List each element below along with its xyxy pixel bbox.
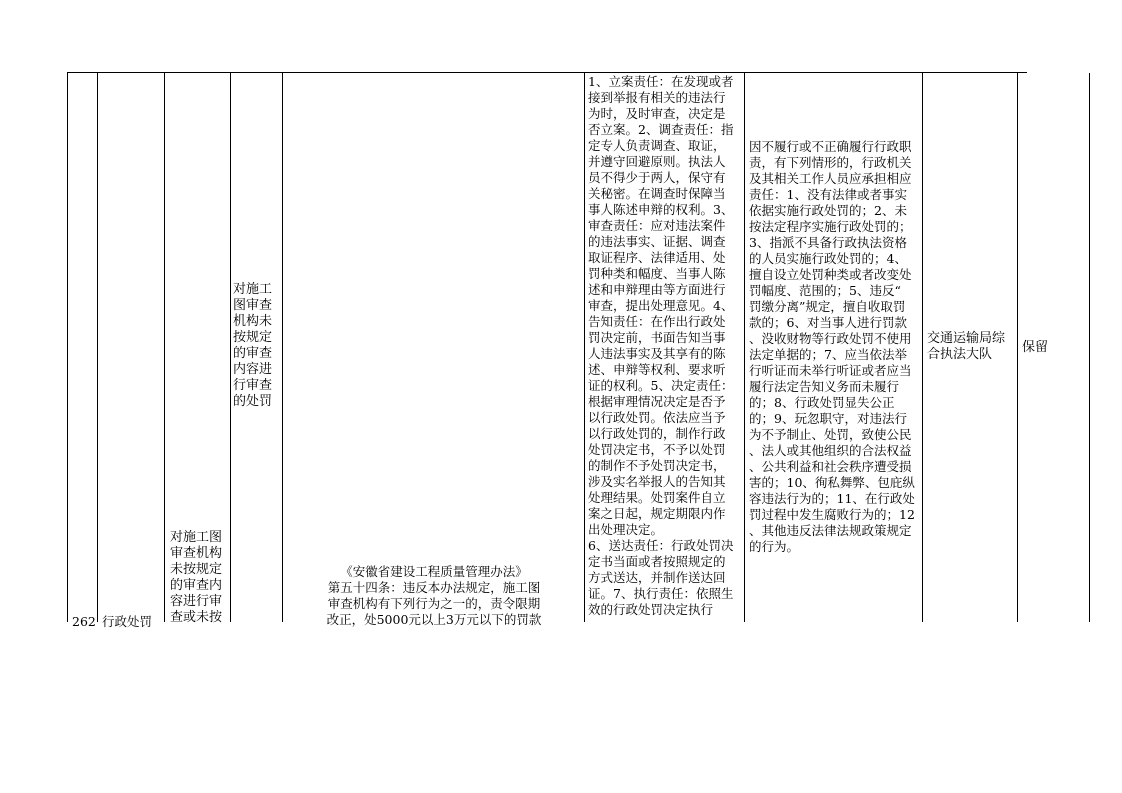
- legal-basis: 《安徽省建设工程质量管理办法》 第五十四条：违反本办法规定，施工图 审查机构有下列行为之一的，责令限期 改正，处5000元以上3万元以下的罚款: [326, 564, 542, 627]
- cell-item-name: [165, 73, 231, 625]
- power-category: 行政处罚: [102, 614, 153, 629]
- power-list-table: [67, 72, 1049, 629]
- cell-sub-item: [231, 73, 283, 622]
- cell-legal-basis: [283, 73, 585, 627]
- row-number: 262: [72, 614, 96, 629]
- item-name: 对施工图 审查机构 未按规定 的审查内 容进行审 查或未按: [170, 530, 223, 625]
- sub-item-name: 对施工 图审查 机构未 按规定 的审查 内容进 行审查 的处罚: [233, 282, 273, 409]
- accountability-text: 因不履行或不正确履行行政职 责，有下列情形的，行政机关 及其相关工作人员应承担相应 责任：1、没有法律或者事实 依据实施行政处罚的；2、未 按法定程序实施行政处罚的； 3、指派不具备行政执法资格 的人员实施行政处罚的；4、 擅自设立处罚种类或者改变处 罚幅度、范围的；5、违反“ 罚缴分离”规定，擅自收取罚 款的；6、对当事人进行罚款 、没收财物等行政处罚不使用 法定单据的；7、应当依法举 行听证而未举行听证或者应当 履行法定告知义务而未履行 的；8、行政处罚显失公正 的；9、玩忽职守，对违法行 为不予制止、处罚，致使公民 、法人或其他组织的合法权益 、公共利益和社会秩序遭受损 害的；10、徇私舞弊、包庇纵 容违法行为的；11、在行政处 罚过程中发生腐败行为的；12 、其他违反法律法规政策规定 的行为。: [749, 139, 915, 554]
- cell-responsibility: [585, 73, 745, 622]
- cell-power-category: [98, 73, 165, 629]
- responsibility-text: 1、立案责任：在发现或者 接到举报有相关的违法行 为时，及时审查，决定是 否立案。2、调查责任：指 定专人负责调查、取证， 并遵守回避原则。执法人 员不得少于两人，保守有 关秘密。在调查时保障当 事人陈述申辩的权利。3、 审查责任：应对违法案件 的违法事实、证据、调查 取证程序、法律适用、处 罚种类和幅度、当事人陈 述和申辩理由等方面进行 审查，提出处理意见。4、 告知责任：在作出行政处 罚决定前，书面告知当事 人违法事实及其享有的陈 述、申辩等权利、要求听 证的权利。5、决定责任： 根据审理情况决定是否予 以行政处罚。依法应当予 以行政处罚的，制作行政 处罚决定书，不予以处罚 的制作不予处罚决定书， 涉及实名举报人的告知其 处理结果。处罚案件自立 案之日起，规定期限内作 出处理决定。 6、送达责任：行政处罚决 定书当面或者按照规定的 方式送达，并制作送达回 证。7、执行责任：依照生 效的行政处罚决定执行: [588, 74, 734, 617]
- status-label: 保留: [1022, 340, 1049, 355]
- cell-row-number: [68, 73, 98, 629]
- cell-accountability: [745, 73, 923, 622]
- department-name: 交通运输局综 合执法大队: [927, 331, 1006, 362]
- cell-status: [1018, 73, 1090, 622]
- cell-department: [923, 73, 1018, 622]
